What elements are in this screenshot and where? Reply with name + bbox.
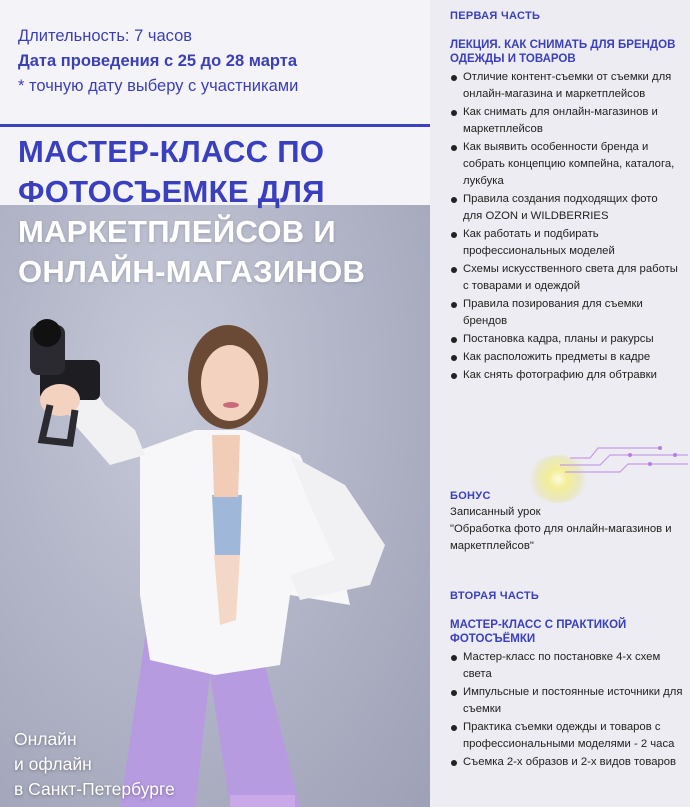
list-item: Как выявить особенности бренда и собрать концепцию компейна, каталога, лукбука <box>450 139 680 190</box>
list-item: Как расположить предметы в кадре <box>450 349 680 366</box>
list-item: Отличие контент-съемки от съемки для онлайн-магазина и маркетплейсов <box>450 69 680 103</box>
bonus-line-1: Записанный урок <box>450 506 541 518</box>
title-line-1: МАСТЕР-КЛАСС ПО <box>18 134 325 169</box>
title-line-2: ФОТОСЪЕМКЕ ДЛЯ <box>18 174 325 209</box>
part2-block <box>450 590 685 772</box>
list-item: Схемы искусственного света для работы с товарами и одеждой <box>450 261 680 295</box>
info-header <box>0 0 430 125</box>
list-item: Импульсные и постоянные источники для съемки <box>450 684 685 718</box>
list-item: Как снять фотографию для обтравки <box>450 367 680 384</box>
list-item: Правила создания подходящих фото для OZON и WILDBERRIES <box>450 191 680 225</box>
list-item: Практика съемки одежды и товаров с профессиональными моделями - 2 часа <box>450 719 685 753</box>
list-item: Как снимать для онлайн-магазинов и маркетплейсов <box>450 104 680 138</box>
format-line-1: Онлайн <box>14 729 77 749</box>
photographer-photo <box>0 205 430 807</box>
part1-label: ПЕРВАЯ ЧАСТЬ <box>450 10 541 22</box>
list-item: Мастер-класс по постановке 4-х схем света <box>450 649 685 683</box>
page-title <box>18 132 365 292</box>
bonus-line-2: "Обработка фото для онлайн-магазинов и маркетплейсов" <box>450 523 672 552</box>
title-line-3: МАРКЕТПЛЕЙСОВ И <box>18 214 336 249</box>
dates-text: Дата проведения с 25 до 28 марта <box>18 52 298 70</box>
date-note: * точную дату выберу с участниками <box>18 77 299 95</box>
photographer-illustration <box>0 205 430 807</box>
format-info <box>14 727 175 802</box>
part1-lecture-title: ЛЕКЦИЯ. КАК СНИМАТЬ ДЛЯ БРЕНДОВ ОДЕЖДЫ И ТОВАРОВ <box>450 39 676 65</box>
list-item: Съемка 2-х образов и 2-х видов товаров <box>450 754 685 771</box>
list-item: Правила позирования для съемки брендов <box>450 296 680 330</box>
part2-title: МАСТЕР-КЛАСС С ПРАКТИКОЙ ФОТОСЪЁМКИ <box>450 619 627 645</box>
program-column <box>430 0 690 807</box>
circuit-lines-icon <box>540 440 690 500</box>
bonus-label: БОНУС <box>450 490 491 502</box>
title-line-4: ОНЛАЙН-МАГАЗИНОВ <box>18 254 366 289</box>
part1-list <box>450 69 680 384</box>
list-item: Как работать и подбирать профессиональных моделей <box>450 226 680 260</box>
part2-list <box>450 649 685 771</box>
part2-label: ВТОРАЯ ЧАСТЬ <box>450 590 540 602</box>
format-line-2: и офлайн <box>14 754 92 774</box>
duration-text: Длительность: 7 часов <box>18 27 193 45</box>
list-item: Постановка кадра, планы и ракурсы <box>450 331 680 348</box>
format-line-3: в Санкт-Петербурге <box>14 779 175 799</box>
